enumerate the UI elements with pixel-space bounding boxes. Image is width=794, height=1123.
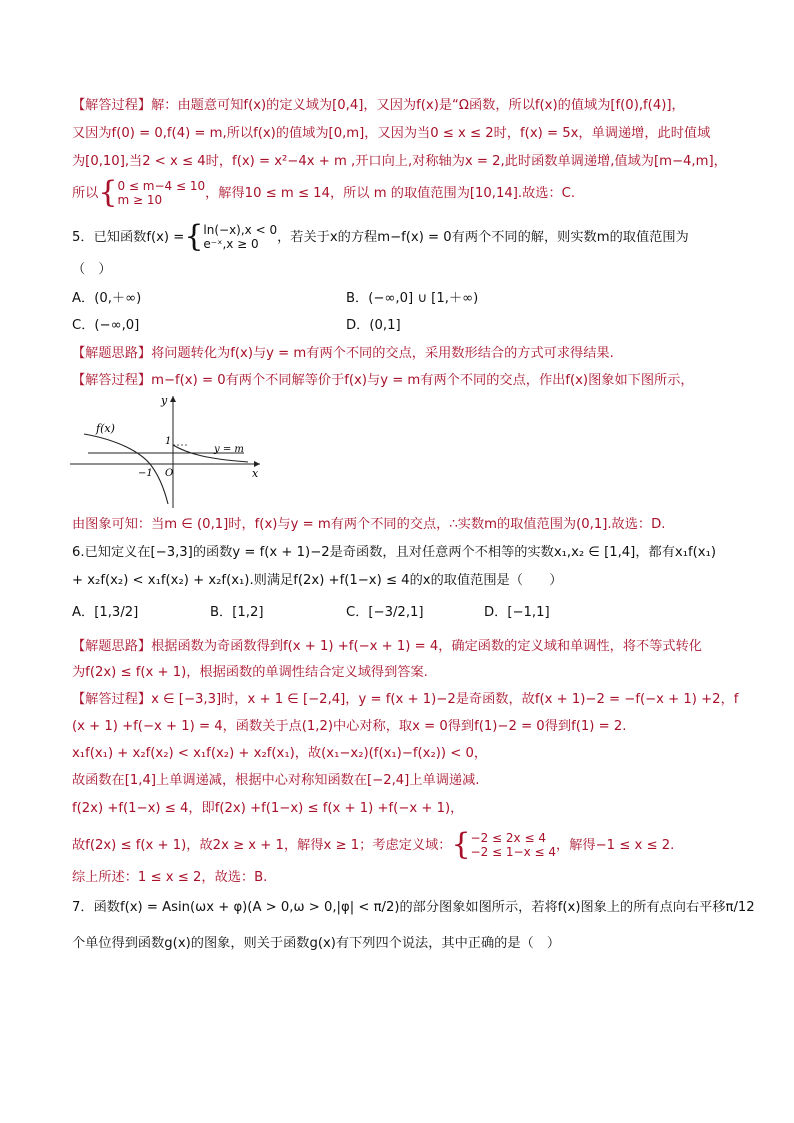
question-6-line-1: 6.已知定义在[−3,3]的函数y = f(x + 1)−2是奇函数，且对任意两个不相等的实数x₁,x₂ ∈ [1,4]，都有x₁f(x₁) <box>72 545 717 560</box>
label-x: x <box>252 467 259 480</box>
label-origin: O <box>165 468 174 479</box>
solution-line-3: 为[0,10],当2 < x ≤ 4时，f(x) = x²−4x + m ,开口向上,对称轴为x = 2,此时函数单调递增,值域为[m−4,m]， <box>72 154 727 169</box>
q6-option-b: B．[1,2] <box>210 605 264 620</box>
label-neg1: −1 <box>138 468 153 479</box>
q6-proc-6: 故f(2x) ≤ f(x + 1)，故2x ≥ x + 1，解得x ≥ 1；考虑定义域：{−2 ≤ 2x ≤ 4 −2 ≤ 1−x ≤ 4，解得−1 ≤ x ≤ 2. <box>72 827 675 862</box>
piecewise-brace: {ln(−x),x < 0 e⁻ˣ,x ≥ 0 <box>184 219 278 254</box>
label-one: 1 <box>165 436 172 447</box>
q6-think-1: 【解题思路】根据函数为奇函数得到f(x + 1) +f(−x + 1) = 4，确定函数的定义域和单调性，将不等式转化 <box>72 639 702 654</box>
q6-proc-4: 故函数在[1,4]上单调递减，根据中心对称知函数在[−2,4]上单调递减. <box>72 773 480 788</box>
q5-option-d: D．(0,1] <box>346 318 401 333</box>
q6-option-a: A．[1,3/2] <box>72 605 139 620</box>
question-6-line-2: + x₂f(x₂) < x₁f(x₂) + x₂f(x₁).则满足f(2x) +f(1−x) ≤ 4的x的取值范围是（ ） <box>72 573 563 588</box>
q6-proc-2: (x + 1) +f(−x + 1) = 4，函数关于点(1,2)中心对称，取x = 0得到f(1)−2 = 0得到f(1) = 2. <box>72 719 627 734</box>
question-5-stem: 5．已知函数f(x) ={ln(−x),x < 0 e⁻ˣ,x ≥ 0 ，若关于x的方程m−f(x) = 0有两个不同的解，则实数m的取值范围为 <box>72 219 689 254</box>
q6-think-2: 为f(2x) ≤ f(x + 1)，根据函数的单调性结合定义域得到答案. <box>72 665 428 680</box>
function-graph <box>68 392 264 512</box>
q5-option-b: B．(−∞,0] ∪ [1,＋∞) <box>346 291 479 306</box>
cases-brace: {0 ≤ m−4 ≤ 10 m ≥ 10 <box>98 175 206 210</box>
q6-proc-5: f(2x) +f(1−x) ≤ 4，即f(2x) +f(1−x) ≤ f(x + 1) +f(−x + 1)， <box>72 801 464 816</box>
q5-option-a: A．(0,＋∞) <box>72 291 142 306</box>
q6-proc-3: x₁f(x₁) + x₂f(x₂) < x₁f(x₂) + x₂f(x₁)，故(x₁−x₂)(f(x₁)−f(x₂)) < 0， <box>72 746 488 761</box>
q5-think: 【解题思路】将问题转化为f(x)与y = m有两个不同的交点，采用数形结合的方式可求得结果. <box>72 346 614 361</box>
q5-conclusion: 由图象可知：当m ∈ (0,1]时，f(x)与y = m有两个不同的交点，∴实数m的取值范围为(0,1].故选：D. <box>72 517 666 532</box>
solution-tag: 【解答过程】 <box>72 98 152 113</box>
label-y: y <box>161 394 168 407</box>
question-7-line-1: 7．函数f(x) = Asin(ωx + φ)(A > 0,ω > 0,|φ| < π/2)的部分图象如图所示，若将f(x)图象上的所有点向右平移π/12 <box>72 900 755 915</box>
label-fx: f(x) <box>96 422 115 435</box>
question-7-line-2: 个单位得到函数g(x)的图象，则关于函数g(x)有下列四个说法，其中正确的是（ ） <box>72 936 561 951</box>
q6-proc-1: 【解答过程】x ∈ [−3,3]时，x + 1 ∈ [−2,4]，y = f(x + 1)−2是奇函数，故f(x + 1)−2 = −f(−x + 1) +2，f <box>72 692 739 707</box>
solution-line-1: 【解答过程】解：由题意可知f(x)的定义域为[0,4]，又因为f(x)是“Ω函数，所以f(x)的值域为[f(0),f(4)]， <box>72 98 685 113</box>
q6-option-c: C．[−3/2,1] <box>346 605 424 620</box>
question-5-paren: （ ） <box>72 262 112 277</box>
y-axis-arrow <box>170 396 176 402</box>
q5-option-c: C．(−∞,0] <box>72 318 140 333</box>
q6-option-d: D．[−1,1] <box>484 605 550 620</box>
ln-branch <box>84 434 168 504</box>
domain-brace: {−2 ≤ 2x ≤ 4 −2 ≤ 1−x ≤ 4 <box>451 827 557 862</box>
q5-process: 【解答过程】m−f(x) = 0有两个不同解等价于f(x)与y = m有两个不同的交点，作出f(x)图象如下图所示， <box>72 373 694 388</box>
solution-line-2: 又因为f(0) = 0,f(4) = m,所以f(x)的值域为[0,m]，又因为当0 ≤ x ≤ 2时，f(x) = 5x，单调递增，此时值域 <box>72 126 711 141</box>
q6-summary: 综上所述：1 ≤ x ≤ 2，故选：B. <box>72 870 268 885</box>
label-ym: y = m <box>214 444 244 455</box>
solution-line-4: 所以{0 ≤ m−4 ≤ 10 m ≥ 10 ，解得10 ≤ m ≤ 14，所以 m 的取值范围为[10,14].故选：C. <box>72 175 576 210</box>
